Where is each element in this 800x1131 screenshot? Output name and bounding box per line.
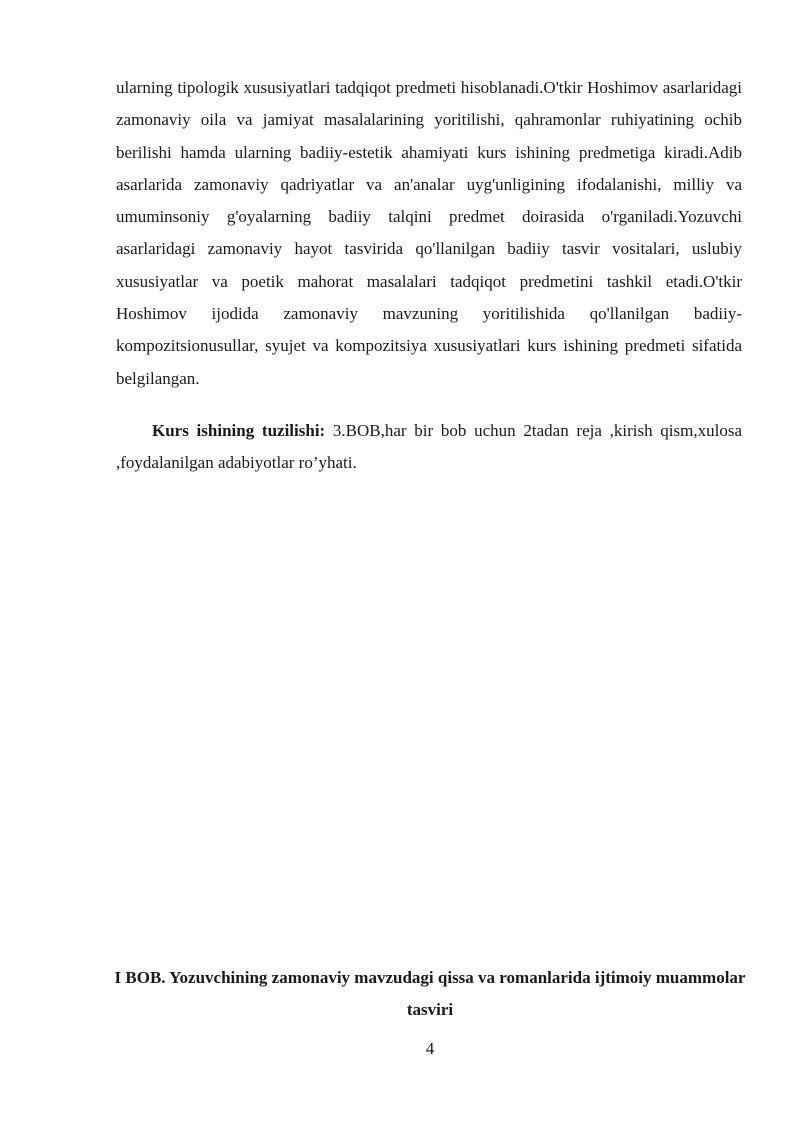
page-number: 4 bbox=[425, 1039, 435, 1058]
subject-paragraph: ularning tipologik xususiyatlari tadqiqot predmeti hisoblanadi.O'tkir Hoshimov asarlaridagi zamonaviy oila va jamiyat masalalarining yoritilishi, qahramonlar ruhiyatining ochib berilishi hamda ularning badiiy-estetik ahamiyati kurs ishining predmetiga kiradi.Adib asarlarida zamonaviy qadriyatlar va an'analar uyg'unligining ifodalanishi, milliy va umuminsoniy g'oyalarning badiiy talqini predmet doirasida o'rganiladi.Yozuvchi asarlaridagi zamonaviy hayot tasvirida qo'llanilgan badiiy tasvir vositalari, uslubiy xususiyatlar va poetik mahorat masalalari tadqiqot predmetini tashkil etadi.O'tkir Hoshimov ijodida zamonaviy mavzuning yoritilishida qo'llanilgan badiiy-kompozitsionusullar, syujet va kompozitsiya xususiyatlari kurs ishining predmeti sifatida belgilangan. bbox=[116, 78, 742, 388]
structure-label: Kurs ishining tuzilishi: bbox=[152, 421, 326, 440]
chapter-heading: I BOB. Yozuvchining zamonaviy mavzudagi qissa va romanlarida ijtimoiy muammolar tasviri bbox=[114, 968, 746, 1019]
structure-paragraph bbox=[116, 415, 742, 480]
structure-text: 3.BOB,har bir bob uchun 2tadan reja ,kirish qism,xulosa ,foydalanilgan adabiyotlar ro’yhati. bbox=[116, 421, 742, 473]
